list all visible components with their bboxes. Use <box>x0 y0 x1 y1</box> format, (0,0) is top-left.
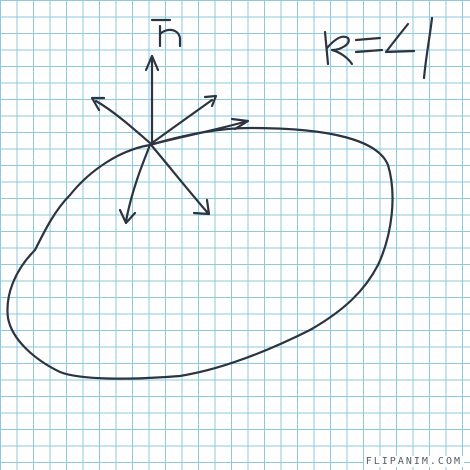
watermark-flipanim: FLIPANIM.COM <box>365 456 462 467</box>
sketch-label-k-text <box>322 20 440 80</box>
sketch-label-n-text <box>150 16 184 50</box>
arrow-lower-right <box>152 146 209 214</box>
normal-vector-n <box>146 56 158 143</box>
arrow-upper-left <box>92 98 150 143</box>
arrow-lower-left <box>120 145 150 223</box>
closed-curve <box>7 128 392 379</box>
